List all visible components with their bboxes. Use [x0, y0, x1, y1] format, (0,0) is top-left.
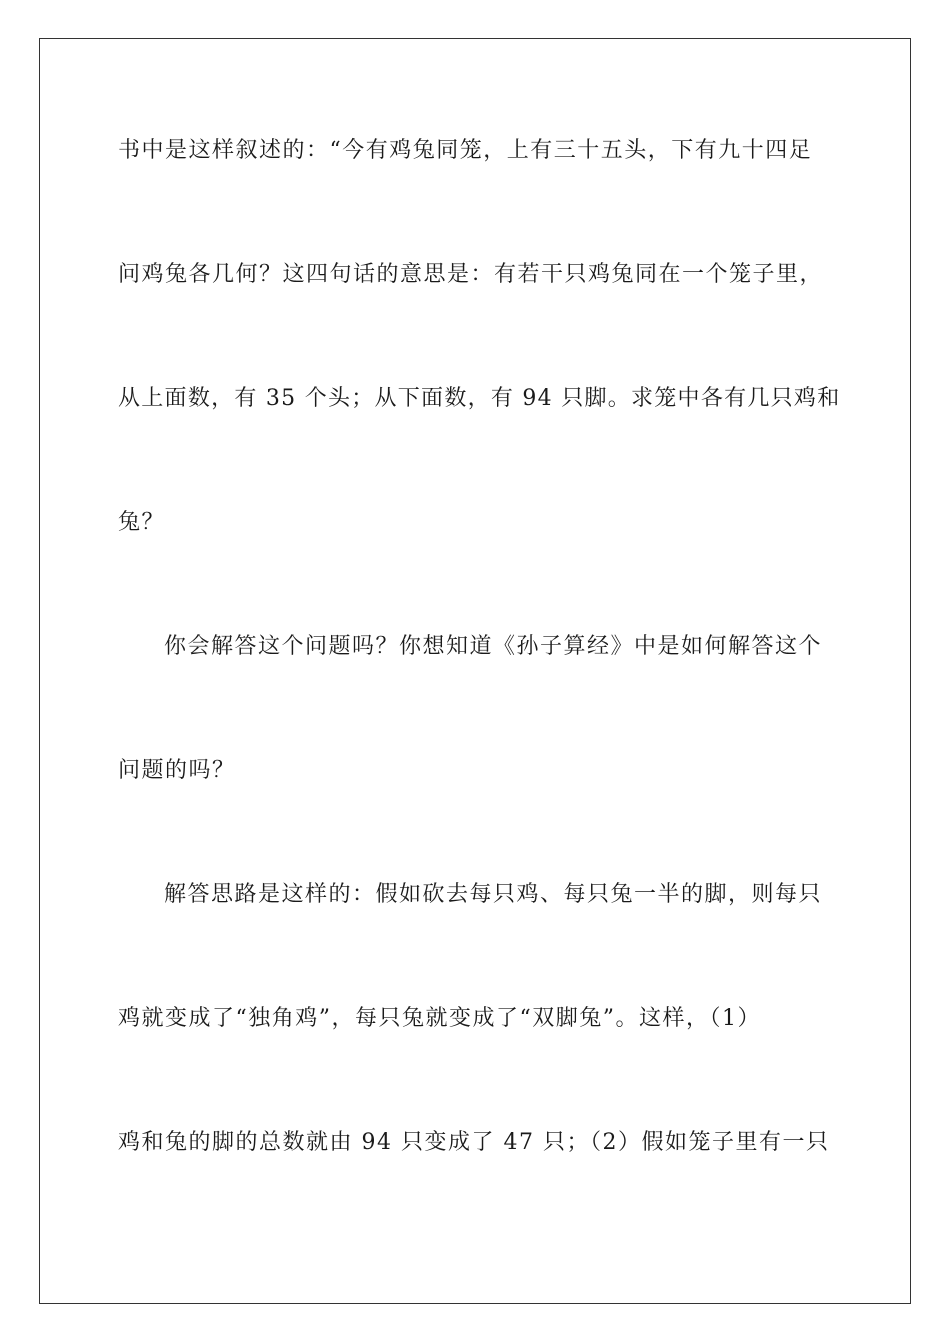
- page-border: [39, 38, 911, 1304]
- text-line-3: 从上面数，有 35 个头；从下面数，有 94 只脚。求笼中各有几只鸡和: [118, 386, 841, 411]
- text-line-9: 鸡和兔的脚的总数就由 94 只变成了 47 只；（2）假如笼子里有一只: [118, 1130, 830, 1155]
- text-line-6: 问题的吗？: [118, 758, 236, 783]
- text-line-1: 书中是这样叙述的：“今有鸡兔同笼，上有三十五头，下有九十四足: [118, 138, 813, 163]
- text-line-2: 问鸡兔各几何？这四句话的意思是：有若干只鸡兔同在一个笼子里，: [118, 262, 824, 287]
- text-line-7: 解答思路是这样的：假如砍去每只鸡、每只兔一半的脚，则每只: [164, 882, 823, 907]
- text-line-8: 鸡就变成了“独角鸡”，每只兔就变成了“双脚兔”。这样，（1）: [118, 1006, 761, 1031]
- text-line-4: 兔？: [118, 510, 166, 535]
- text-line-5: 你会解答这个问题吗？你想知道《孙子算经》中是如何解答这个: [164, 634, 823, 659]
